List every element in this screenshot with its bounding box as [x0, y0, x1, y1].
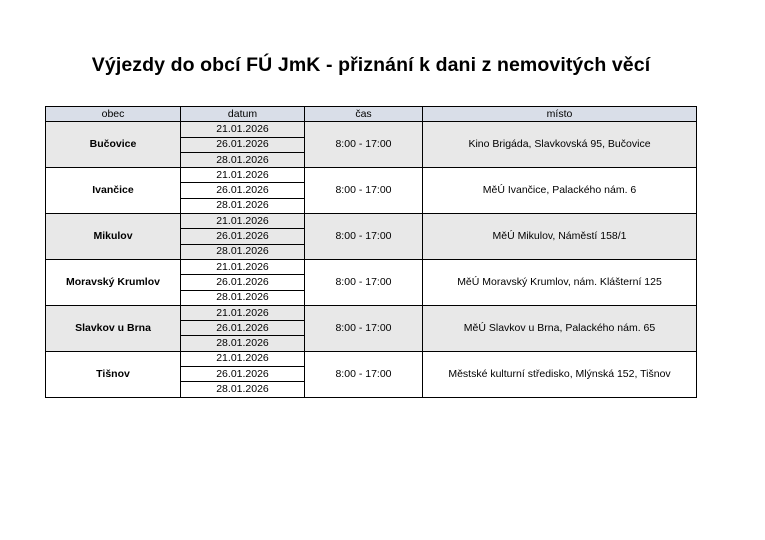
group-bucovice: [46, 122, 697, 168]
date-cell: 26.01.2026: [181, 275, 305, 290]
date-cell: 26.01.2026: [181, 137, 305, 152]
date-cell: 28.01.2026: [181, 198, 305, 213]
place-cell: Městské kulturní středisko, Mlýnská 152, Tišnov: [423, 351, 697, 397]
table-row: [46, 351, 697, 366]
obec-cell: Moravský Krumlov: [46, 259, 181, 305]
table-row: [46, 214, 697, 229]
header-datum: datum: [181, 107, 305, 122]
obec-cell: Tišnov: [46, 351, 181, 397]
table-row: [46, 259, 697, 274]
date-cell: 28.01.2026: [181, 382, 305, 397]
date-cell: 21.01.2026: [181, 214, 305, 229]
header-obec: obec: [46, 107, 181, 122]
table-row: [46, 168, 697, 183]
place-cell: MěÚ Moravský Krumlov, nám. Klášterní 125: [423, 259, 697, 305]
time-cell: 8:00 - 17:00: [305, 259, 423, 305]
date-cell: 21.01.2026: [181, 168, 305, 183]
table-row: [46, 305, 697, 320]
date-cell: 21.01.2026: [181, 351, 305, 366]
header-misto: místo: [423, 107, 697, 122]
date-cell: 28.01.2026: [181, 152, 305, 167]
obec-cell: Mikulov: [46, 214, 181, 260]
obec-cell: Ivančice: [46, 168, 181, 214]
time-cell: 8:00 - 17:00: [305, 305, 423, 351]
table-row: [46, 122, 697, 137]
date-cell: 28.01.2026: [181, 336, 305, 351]
header-cas: čas: [305, 107, 423, 122]
place-cell: Kino Brigáda, Slavkovská 95, Bučovice: [423, 122, 697, 168]
date-cell: 21.01.2026: [181, 259, 305, 274]
group-moravsky-krumlov: [46, 259, 697, 305]
date-cell: 21.01.2026: [181, 305, 305, 320]
time-cell: 8:00 - 17:00: [305, 214, 423, 260]
date-cell: 28.01.2026: [181, 244, 305, 259]
group-mikulov: [46, 214, 697, 260]
date-cell: 26.01.2026: [181, 229, 305, 244]
group-ivancice: [46, 168, 697, 214]
place-cell: MěÚ Ivančice, Palackého nám. 6: [423, 168, 697, 214]
time-cell: 8:00 - 17:00: [305, 168, 423, 214]
date-cell: 26.01.2026: [181, 321, 305, 336]
page-title: Výjezdy do obcí FÚ JmK - přiznání k dani z nemovitých věcí: [91, 54, 651, 76]
time-cell: 8:00 - 17:00: [305, 122, 423, 168]
obec-cell: Slavkov u Brna: [46, 305, 181, 351]
date-cell: 21.01.2026: [181, 122, 305, 137]
table-header-row: [46, 107, 697, 122]
place-cell: MěÚ Slavkov u Brna, Palackého nám. 65: [423, 305, 697, 351]
group-tisnov: [46, 351, 697, 397]
time-cell: 8:00 - 17:00: [305, 351, 423, 397]
date-cell: 26.01.2026: [181, 367, 305, 382]
group-slavkov-u-brna: [46, 305, 697, 351]
date-cell: 26.01.2026: [181, 183, 305, 198]
date-cell: 28.01.2026: [181, 290, 305, 305]
place-cell: MěÚ Mikulov, Náměstí 158/1: [423, 214, 697, 260]
obec-cell: Bučovice: [46, 122, 181, 168]
schedule-table: [45, 106, 697, 398]
